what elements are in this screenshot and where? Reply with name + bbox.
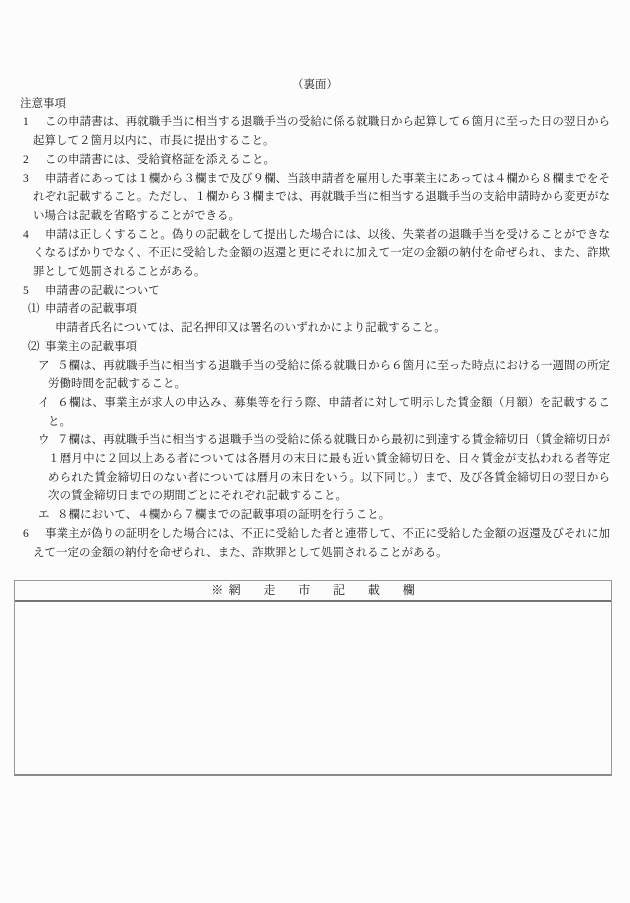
item-text: 申請者にあっては１欄から３欄まで及び９欄、当該申請者を雇用した事業主にあっては４欄から８欄までをそれぞれ記載すること。ただし、１欄から３欄までは、再就職手当に相当する退職手当の支給申請時から変更がない場合は記載を省略することができる。 xyxy=(33,172,610,222)
note-item-5-sub-1 xyxy=(20,300,610,319)
city-box-blank-area xyxy=(15,602,611,774)
back-side-label: （裏面） xyxy=(292,79,338,91)
note-item-5 xyxy=(20,282,610,301)
item-text: 事業主が偽りの証明をした場合には、不正に受給した者と連帯して、不正に受給した金額の返還及びそれに加えて一定の金額の納付を命ぜられ、また、詐欺罪として処罰されることがある。 xyxy=(33,527,610,559)
note-item-5-sub-1-body: 申請者氏名については、記名押印又は署名のいずれかにより記載すること。 xyxy=(55,322,446,335)
note-item-1 xyxy=(20,113,610,150)
item-number: 6 xyxy=(23,527,29,540)
point-text: ８欄において、４欄から７欄までの記載事項の証明を行うこと。 xyxy=(57,509,391,522)
point-marker: エ xyxy=(38,509,50,522)
point-marker: イ xyxy=(38,396,50,409)
item-number: 5 xyxy=(23,284,29,297)
point-marker: ウ xyxy=(38,434,50,447)
note-item-3 xyxy=(20,170,610,226)
note-item-4 xyxy=(20,226,610,282)
item-text: 申請書の記載について xyxy=(45,284,160,297)
sub-item-number: ⑵ xyxy=(28,340,40,353)
notes-heading: 注意事項 xyxy=(20,97,66,110)
item-text: 申請は正しくすること。偽りの記載をして提出した場合には、以後、失業者の退職手当を受けることができなくなるばかりでなく、不正に受給した金額の返還と更にそれに加えて一定の金額の納付を命ぜられ、また、詐欺罪として処罰されることがある。 xyxy=(33,228,610,279)
sub-item-title: 申請者の記載事項 xyxy=(45,303,137,316)
item-number: 4 xyxy=(23,228,29,241)
item-text: この申請書には、受給資格証を添えること。 xyxy=(45,153,275,166)
note-item-6 xyxy=(20,525,610,562)
note-item-2 xyxy=(20,151,610,170)
point-marker: ア xyxy=(38,359,50,372)
note-point-i xyxy=(20,394,610,431)
sub-item-number: ⑴ xyxy=(28,303,40,316)
note-point-u xyxy=(20,431,610,506)
city-box-header xyxy=(15,581,611,602)
item-number: 1 xyxy=(23,116,29,129)
note-item-5-sub-2 xyxy=(20,338,610,357)
item-text: この申請書は、再就職手当に相当する退職手当の受給に係る就職日から起算して６箇月に至った日の翌日から起算して２箇月以内に、市長に提出すること。 xyxy=(33,116,610,148)
item-number: 2 xyxy=(23,153,29,166)
notes-content xyxy=(0,76,630,562)
point-text: ７欄は、再就職手当に相当する退職手当の受給に係る就職日から最初に到達する賃金締切日（賃金締切日が１暦月中に２回以上ある者については各暦月の末日に最も近い賃金締切日を、日々賃金が支払われる者等定められた賃金締切日のない者については暦月の末日をいう。以下同じ。）まで、及び各賃金締切日の翌日から次の賃金締切日までの期間ごとにそれぞれ記載すること。 xyxy=(48,434,610,503)
point-text: ６欄は、事業主が求人の申込み、募集等を行う際、申請者に対して明示した賃金額（月額）を記載すること。 xyxy=(48,396,610,428)
city-box-title: ※網 走 市 記 載 欄 xyxy=(211,583,421,598)
item-number: 3 xyxy=(23,172,29,185)
point-text: ５欄は、再就職手当に相当する退職手当の受給に係る就職日から６箇月に至った時点における一週間の所定労働時間を記載すること。 xyxy=(48,359,610,391)
note-point-e xyxy=(20,506,610,525)
note-point-a xyxy=(20,357,610,394)
city-entry-box xyxy=(14,580,612,776)
sub-item-title: 事業主の記載事項 xyxy=(45,340,137,353)
